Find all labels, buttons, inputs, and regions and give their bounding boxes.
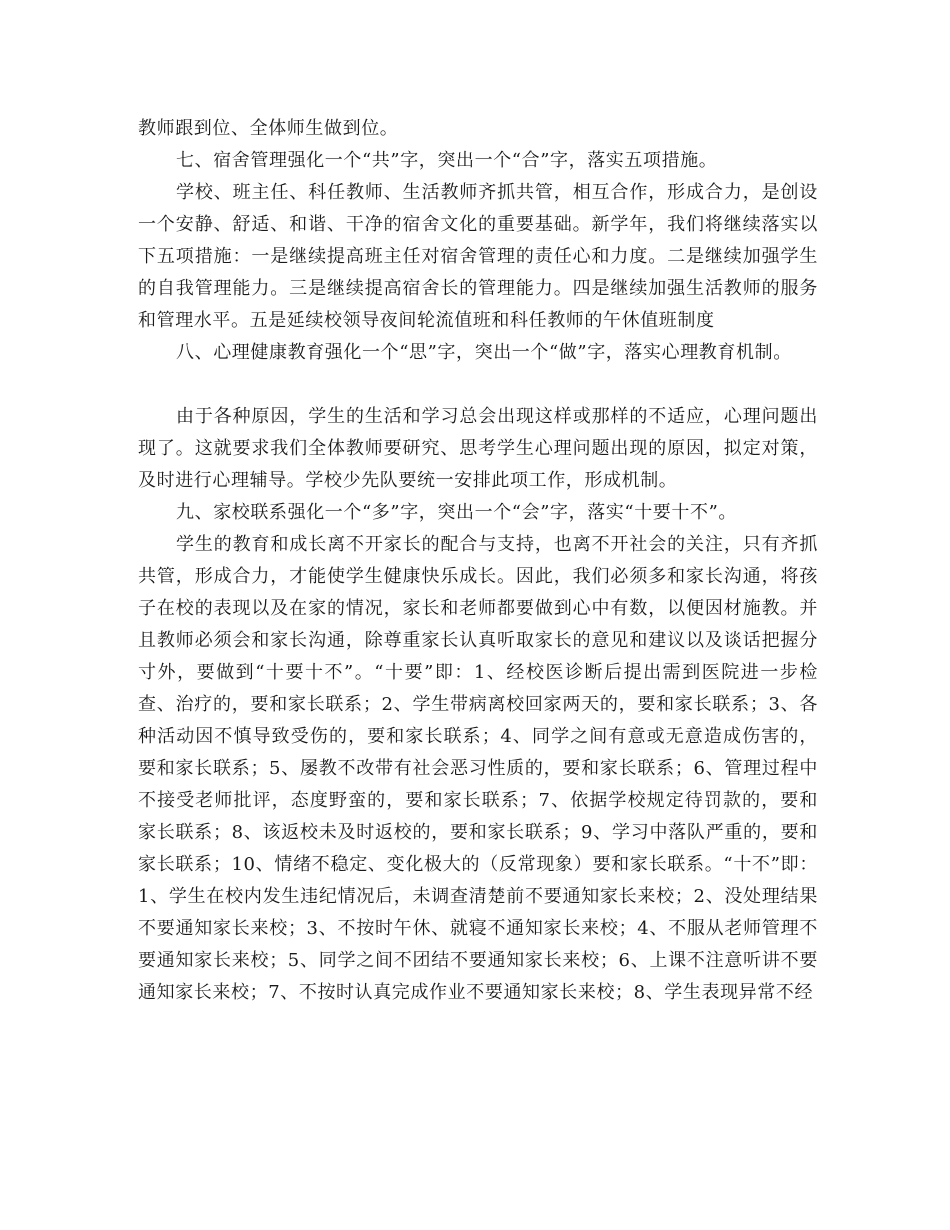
section-heading-dormitory: 七、宿舍管理强化一个“共”字，突出一个“合”字，落实五项措施。 <box>176 150 718 171</box>
continuation-paragraph: 教师跟到位、全体师生做到位。 <box>138 118 399 139</box>
paragraph-spacer <box>138 369 818 401</box>
body-paragraph-mental-health: 由于各种原因，学生的生活和学习总会出现这样或那样的不适应，心理问题出现了。这就要求我们全体教师要研究、思考学生心理问题出现的原因，拟定对策，及时进行心理辅导。学校少先队要统一安排此项工作，形成机制。 <box>138 406 818 491</box>
section-heading-mental-health: 八、心理健康教育强化一个“思”字，突出一个“做”字，落实心理教育机制。 <box>176 342 792 363</box>
document-body <box>138 113 818 1009</box>
body-paragraph-home-school: 学生的教育和成长离不开家长的配合与支持，也离不开社会的关注，只有齐抓共管，形成合力，才能使学生健康快乐成长。因此，我们必须多和家长沟通，将孩子在校的表现以及在家的情况，家长和老师都要做到心中有数，以便因材施教。并且教师必须会和家长沟通，除尊重家长认真听取家长的意见和建议以及谈话把握分寸外，要做到“十要十不”。“十要”即：1、经校医诊断后提出需到医院进一步检查、治疗的，要和家长联系；2、学生带病离校回家两天的，要和家长联系；3、各种活动因不慎导致受伤的，要和家长联系；4、同学之间有意或无意造成伤害的，要和家长联系；5、屡教不改带有社会恶习性质的，要和家长联系；6、管理过程中不接受老师批评，态度野蛮的，要和家长联系；7、依据学校规定待罚款的，要和家长联系；8、该返校未及时返校的，要和家长联系；9、学习中落队严重的，要和家长联系；10、情绪不稳定、变化极大的（反常现象）要和家长联系。“十不”即：1、学生在校内发生违纪情况后，未调查清楚前不要通知家长来校；2、没处理结果不要通知家长来校；3、不按时午休、就寝不通知家长来校；4、不服从老师管理不要通知家长来校；5、同学之间不团结不要通知家长来校；6、上课不注意听讲不要通知家长来校；7、不按时认真完成作业不要通知家长来校；8、学生表现异常不经 <box>138 534 818 1003</box>
body-paragraph-dormitory: 学校、班主任、科任教师、生活教师齐抓共管，相互合作，形成合力，是创设一个安静、舒适、和谐、干净的宿舍文化的重要基础。新学年，我们将继续落实以下五项措施：一是继续提高班主任对宿舍管理的责任心和力度。二是继续加强学生的自我管理能力。三是继续提高宿舍长的管理能力。四是继续加强生活教师的服务和管理水平。五是延续校领导夜间轮流值班和科任教师的午休值班制度 <box>138 182 818 331</box>
section-heading-home-school: 九、家校联系强化一个“多”字，突出一个“会”字，落实“十要十不”。 <box>176 502 738 523</box>
